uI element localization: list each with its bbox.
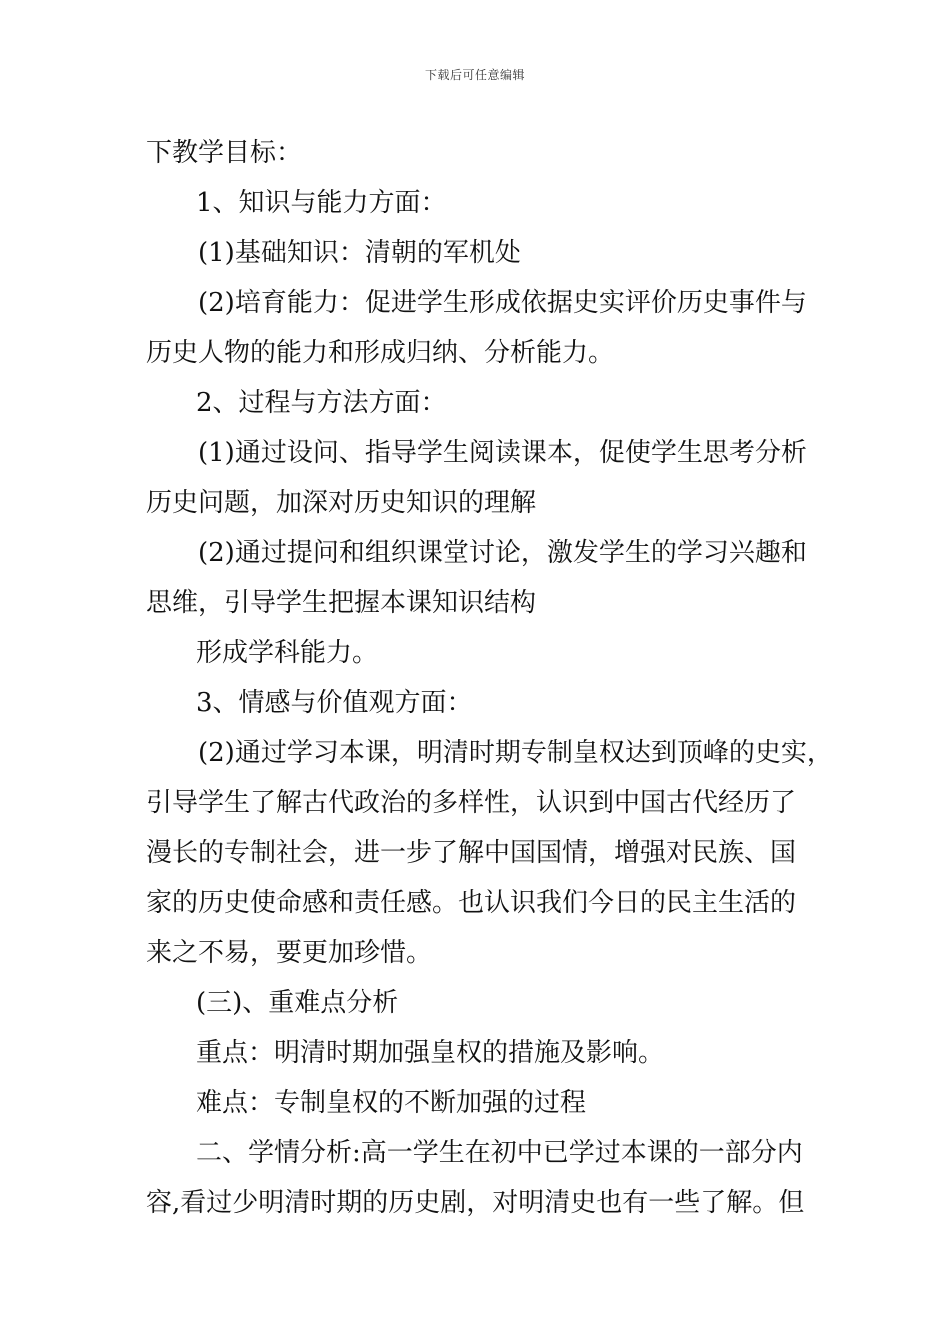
text-line: 2、过程与方法方面： (196, 388, 447, 418)
text-line: 二、学情分析:高一学生在初中已学过本课的一部分内 (196, 1138, 803, 1168)
text-line: (2)通过提问和组织课堂讨论，激发学生的学习兴趣和 (198, 538, 807, 568)
text-line: 3、情感与价值观方面： (196, 688, 473, 718)
text-line: 1、知识与能力方面： (196, 188, 447, 218)
text-line: (1)基础知识：清朝的军机处 (198, 238, 521, 268)
text-line: 下教学目标： (146, 138, 303, 168)
text-line: 思维，引导学生把握本课知识结构 (146, 588, 537, 618)
page-header-note: 下载后可任意编辑 (424, 68, 525, 82)
text-line: (三)、重难点分析 (196, 988, 399, 1018)
text-line: 历史人物的能力和形成归纳、分析能力。 (146, 338, 615, 368)
text-line: (2)培育能力：促进学生形成依据史实评价历史事件与 (198, 288, 807, 318)
text-line: 漫长的专制社会，进一步了解中国国情，增强对民族、国 (146, 838, 797, 868)
text-line: (1)通过设问、指导学生阅读课本，促使学生思考分析 (198, 438, 807, 468)
text-line: 来之不易，要更加珍惜。 (146, 938, 433, 968)
text-line: 容,看过少明清时期的历史剧，对明清史也有一些了解。但 (146, 1188, 805, 1218)
text-line: 难点：专制皇权的不断加强的过程 (196, 1088, 587, 1118)
text-line: (2)通过学习本课，明清时期专制皇权达到顶峰的史实， (198, 738, 833, 768)
text-line: 家的历史使命感和责任感。也认识我们今日的民主生活的 (146, 888, 797, 918)
text-line: 引导学生了解古代政治的多样性，认识到中国古代经历了 (146, 788, 797, 818)
document-body (146, 128, 833, 1228)
text-line: 历史问题，加深对历史知识的理解 (146, 488, 537, 518)
text-line: 重点：明清时期加强皇权的措施及影响。 (196, 1038, 665, 1068)
text-line: 形成学科能力。 (196, 638, 379, 668)
